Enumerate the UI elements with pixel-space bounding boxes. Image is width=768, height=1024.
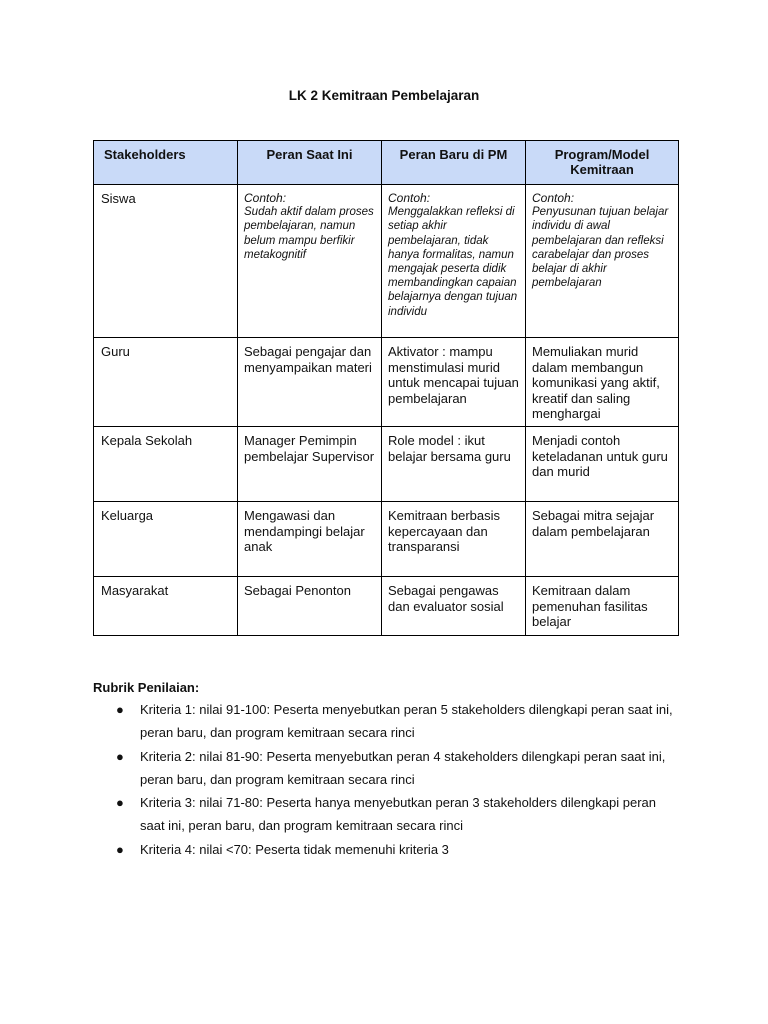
bullet-icon: ●: [116, 748, 124, 764]
peran-baru-cell: Aktivator : mampu menstimulasi murid untuk mencapai tujuan pembelajaran: [382, 338, 526, 427]
rubrik-item-text: Kriteria 4: nilai <70: Peserta tidak memenuhi kriteria 3: [140, 841, 449, 857]
rubrik-item-text: Kriteria 2: nilai 81-90: Peserta menyebutkan peran 4 stakeholders dilengkapi peran saat ini, peran baru, dan program kemitraan secara rinci: [140, 748, 666, 787]
peran-baru-cell: [382, 185, 526, 338]
list-item: [93, 698, 683, 745]
peran-saat-ini-cell: Mengawasi dan mendampingi belajar anak: [238, 502, 382, 577]
stakeholder-cell: Masyarakat: [94, 577, 238, 636]
header-peran-baru: Peran Baru di PM: [382, 141, 526, 185]
table-row: [94, 338, 679, 427]
stakeholder-cell: Keluarga: [94, 502, 238, 577]
peran-baru-cell: Role model : ikut belajar bersama guru: [382, 427, 526, 502]
contoh-label: Contoh:: [244, 191, 287, 205]
header-program-kemitraan: Program/Model Kemitraan: [526, 141, 679, 185]
program-cell: Memuliakan murid dalam membangun komunikasi yang aktif, kreatif dan saling menghargai: [526, 338, 679, 427]
header-peran-saat-ini: Peran Saat Ini: [238, 141, 382, 185]
table-row: [94, 185, 679, 338]
table-row: [94, 502, 679, 577]
program-cell: [526, 185, 679, 338]
bullet-icon: ●: [116, 795, 124, 811]
rubrik-item-text: Kriteria 3: nilai 71-80: Peserta hanya menyebutkan peran 3 stakeholders dilengkapi peran saat ini, peran baru, dan program kemitraan secara rinci: [140, 795, 656, 834]
peran-baru-cell: Kemitraan berbasis kepercayaan dan transparansi: [382, 502, 526, 577]
rubrik-list: [93, 698, 683, 861]
stakeholder-cell: Siswa: [94, 185, 238, 338]
stakeholder-cell: Kepala Sekolah: [94, 427, 238, 502]
bullet-icon: ●: [116, 841, 124, 857]
peran-baru-cell: Sebagai pengawas dan evaluator sosial: [382, 577, 526, 636]
table-header-row: [94, 141, 679, 185]
page-title: LK 2 Kemitraan Pembelajaran: [288, 88, 480, 103]
kemitraan-table: [93, 140, 679, 636]
cell-text: Menggalakkan refleksi di setiap akhir pembelajaran, tidak hanya formalitas, namun mengajak peserta didik membandingkan capaian belajarnya dengan tujuan individu: [388, 206, 518, 318]
table-row: [94, 427, 679, 502]
program-cell: Kemitraan dalam pemenuhan fasilitas belajar: [526, 577, 679, 636]
list-item: [93, 791, 683, 838]
header-stakeholders: Stakeholders: [94, 141, 238, 185]
peran-saat-ini-cell: Sebagai Penonton: [238, 577, 382, 636]
cell-text: Penyusunan tujuan belajar individu di awal pembelajaran dan refleksi carabelajar dan proses belajar di akhir pembelajaran: [532, 206, 669, 290]
table-row: [94, 577, 679, 636]
peran-saat-ini-cell: [238, 185, 382, 338]
cell-text: Sudah aktif dalam proses pembelajaran, namun belum mampu berfikir metakognitif: [244, 206, 374, 261]
program-cell: Sebagai mitra sejajar dalam pembelajaran: [526, 502, 679, 577]
contoh-label: Contoh:: [388, 191, 431, 205]
stakeholder-cell: Guru: [94, 338, 238, 427]
peran-saat-ini-cell: Manager Pemimpin pembelajar Supervisor: [238, 427, 382, 502]
program-cell: Menjadi contoh keteladanan untuk guru dan murid: [526, 427, 679, 502]
bullet-icon: ●: [116, 702, 124, 717]
rubrik-item-text: Kriteria 1: nilai 91-100: Peserta menyebutkan peran 5 stakeholders dilengkapi peran saat ini, peran baru, dan program kemitraan secara rinci: [140, 702, 673, 741]
rubrik-title: Rubrik Penilaian:: [93, 680, 200, 695]
peran-saat-ini-cell: Sebagai pengajar dan menyampaikan materi: [238, 338, 382, 427]
contoh-label: Contoh:: [532, 191, 575, 205]
list-item: [93, 838, 683, 861]
list-item: [93, 745, 683, 792]
